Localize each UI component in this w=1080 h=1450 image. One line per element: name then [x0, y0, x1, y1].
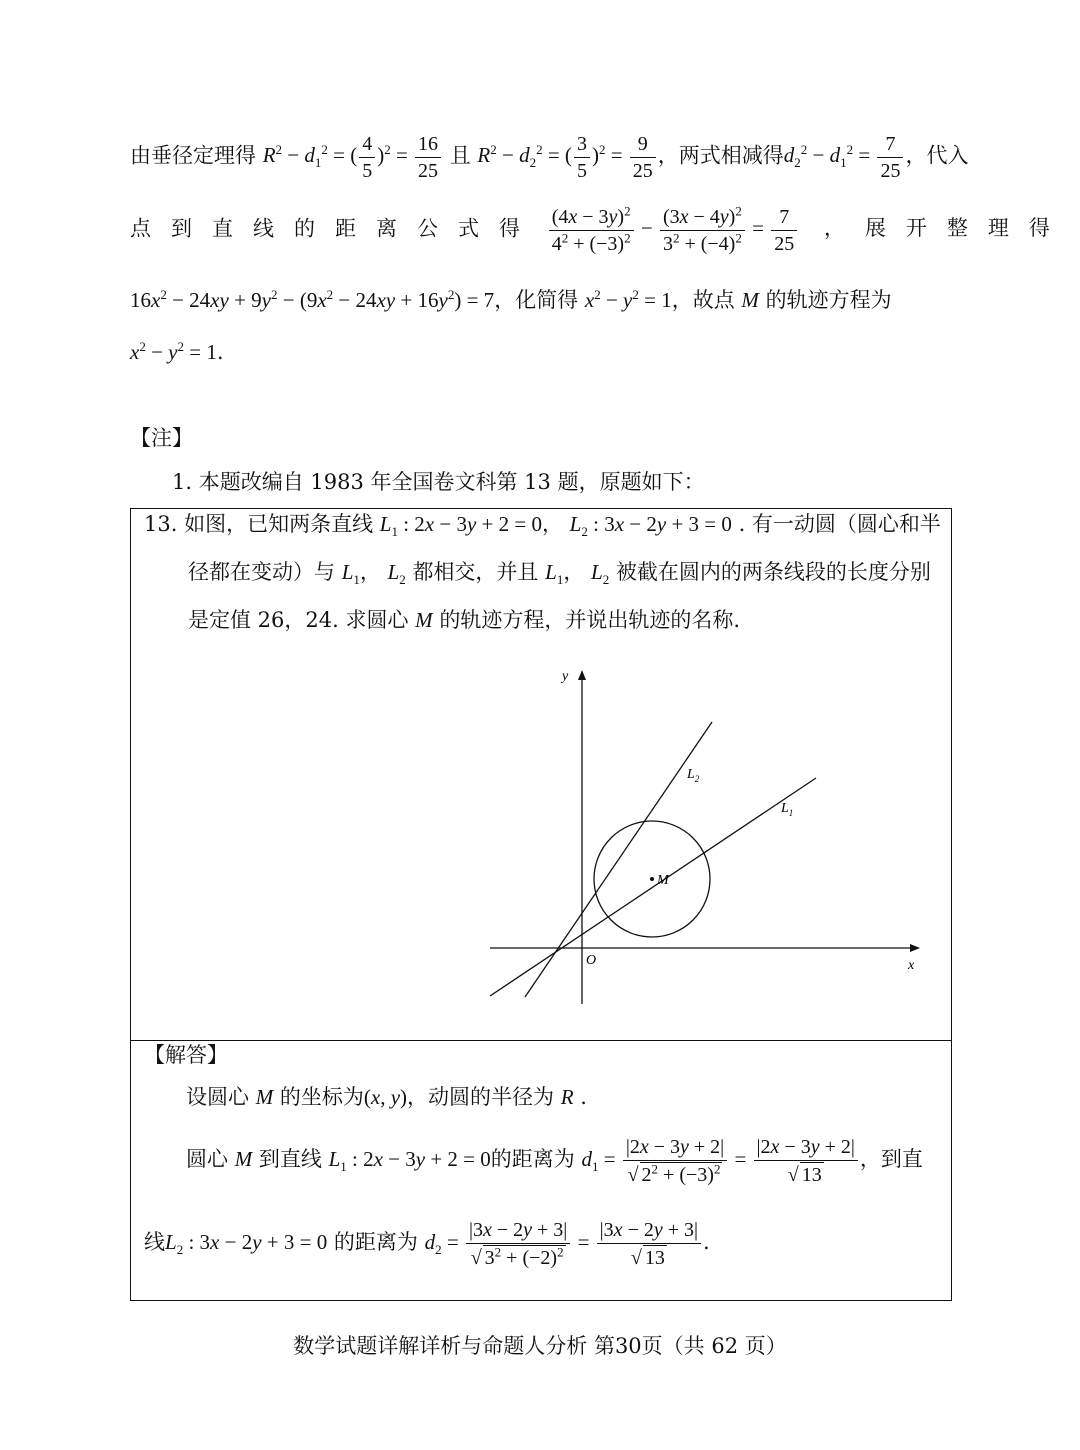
equation-distance-formula: $\frac{(4x - 3y)^2}{4^2 + (-3)^2}$ − $\frac{(3x - 4y)^2}{3^2 + (-4)^2}$ = $\frac{7}{25}$ — [547, 216, 800, 240]
center-point-m — [650, 877, 654, 881]
equation-r2-d2: $R^2 - d_2^2$ = ( $\frac{3}{5}$ )$^2$ = $\frac{9}{25}$ — [477, 143, 657, 167]
line-l1-label: $L_1$ — [781, 801, 794, 818]
center-label-m: M — [657, 873, 669, 888]
answer-line-2: 圆心 M 到直线 $L_1$ : 2x − 3y + 2 = 0的距离为 $d_1$ = $\frac{|2x - 3y + 2|}{√ 2^2 + (-3)^2}$ = $\frac{|2x - 3y + 2|}{√ 13}$ ，到直 — [186, 1136, 923, 1186]
answer-divider — [130, 1040, 952, 1041]
y-axis-arrow — [578, 670, 586, 680]
equation-simplified: $x^2 - y^2 = 1$ — [584, 287, 672, 312]
equation-difference: $d_2^2 - d_1^2$ = $\frac{7}{25}$ — [784, 143, 906, 167]
problem-figure — [480, 660, 930, 1010]
line-l2-label: $L_2$ — [687, 767, 700, 784]
original-line-2: 径都在变动）与 $L_1$， $L_2$ 都相交，并且 $L_1$， $L_2$ 被截在圆内的两条线段的长度分别 — [188, 560, 931, 588]
y-axis-label: y — [562, 669, 569, 684]
solution-line-4: $x^2 - y^2 = 1$. — [130, 339, 224, 364]
solution-line-3: $16x^2 - 24xy + 9y^2 - (9x^2 - 24xy + 16y^2) = 7$，化简得 $x^2 - y^2 = 1$，故点 M 的轨迹方程为 — [130, 287, 892, 312]
equation-result: $x^2 - y^2 = 1$ — [130, 339, 217, 364]
origin-label: O — [586, 953, 597, 968]
note-heading: 【注】 — [130, 426, 193, 450]
equation-expanded: $16x^2 - 24xy + 9y^2 - (9x^2 - 24xy + 16y^2) = 7$ — [130, 287, 495, 312]
line-l2 — [525, 722, 712, 997]
equation-r2-d1: $R^2 - d_1^2$ = ( $\frac{4}{5}$ )$^2$ = $\frac{16}{25}$ — [263, 143, 443, 167]
note-item-1: 1. 本题改编自 1983 年全国卷文科第 13 题，原题如下： — [172, 470, 705, 494]
equation-d1: $d_1$ = $\frac{|2x - 3y + 2|}{√ 2^2 + (-3)^2}$ = $\frac{|2x - 3y + 2|}{√ 13}$ — [581, 1147, 859, 1171]
answer-heading: 【解答】 — [144, 1043, 228, 1067]
answer-line-1: 设圆心 M 的坐标为(x, y)，动圆的半径为 R . — [186, 1085, 587, 1109]
original-line-1: 13. 如图，已知两条直线 $L_1$ : 2x − 3y + 2 = 0， $L_2$ : 3x − 2y + 3 = 0 . 有一动圆（圆心和半 — [144, 512, 941, 540]
solution-line-1: 由垂径定理得 $R^2 - d_1^2$ = ( $\frac{4}{5}$ )$^2$ = $\frac{16}{25}$ 且 $R^2 - d_2^2$ = ( $\frac{3}{5}$ )$^2$ = $\frac{9}{25}$ ，两式相减得$d_2^2 - d_1^2$ = $\frac{7}{25}$ ，代入 — [130, 133, 969, 182]
original-line-3: 是定值 26，24. 求圆心 M 的轨迹方程，并说出轨迹的名称. — [188, 608, 741, 632]
line-l1 — [490, 778, 816, 996]
x-axis-arrow — [910, 944, 920, 952]
x-axis-label: x — [908, 958, 915, 973]
answer-line-3: 线$L_2$ : 3x − 2y + 3 = 0 的距离为 $d_2$ = $\frac{|3x - 2y + 3|}{√ 3^2 + (-2)^2}$ = $\frac{|3x - 2y + 3|}{√ 13}$ . — [144, 1219, 710, 1269]
page-footer: 数学试题详解详析与命题人分析 第30页（共 62 页） — [293, 1334, 787, 1358]
equation-d2: $d_2$ = $\frac{|3x - 2y + 3|}{√ 3^2 + (-2)^2}$ = $\frac{|3x - 2y + 3|}{√ 13}$ — [425, 1230, 703, 1254]
solution-line-2: 点到直线的距离公式得 $\frac{(4x - 3y)^2}{4^2 + (-3)^2}$ − $\frac{(3x - 4y)^2}{3^2 + (-4)^2}$ = $\frac{7}{25}$ ，展开整理得 — [130, 203, 1070, 255]
